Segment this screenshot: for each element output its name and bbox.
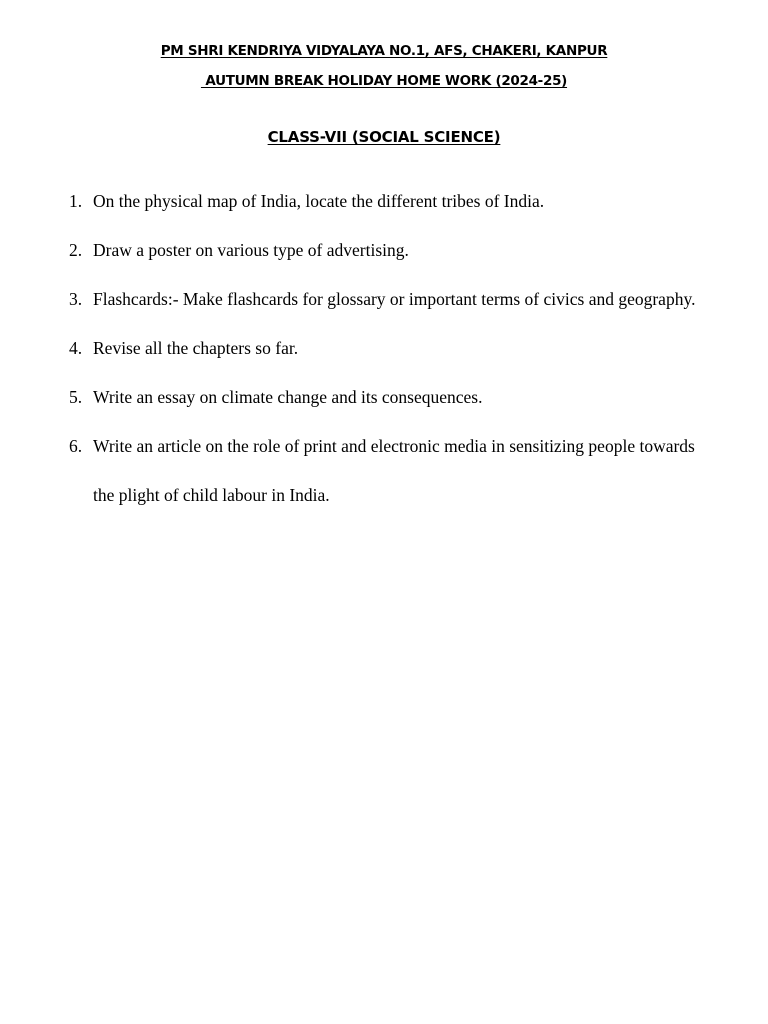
list-item-number: 1. bbox=[69, 191, 83, 211]
list-item bbox=[69, 436, 729, 456]
list-item-text: Write an article on the role of print and electronic media in sensitizing people towards bbox=[93, 436, 695, 456]
list-item-text: Draw a poster on various type of advertising. bbox=[93, 240, 409, 260]
list-item-text: On the physical map of India, locate the different tribes of India. bbox=[93, 191, 545, 211]
list-item-text: Write an essay on climate change and its consequences. bbox=[93, 387, 483, 407]
list-item bbox=[69, 191, 729, 211]
list-item-number: 3. bbox=[69, 289, 83, 309]
list-item-number: 5. bbox=[69, 387, 83, 407]
list-item-number: 2. bbox=[69, 240, 83, 260]
list-item-text: Revise all the chapters so far. bbox=[93, 338, 299, 358]
list-item bbox=[69, 387, 729, 407]
list-item-number: 6. bbox=[69, 436, 83, 456]
list-item-text: Flashcards:- Make flashcards for glossary or important terms of civics and geography. bbox=[93, 289, 696, 309]
list-item-continuation: the plight of child labour in India. bbox=[93, 485, 330, 505]
list-item bbox=[69, 240, 729, 260]
list-item bbox=[69, 289, 729, 309]
class-subject-heading: CLASS-VII (SOCIAL SCIENCE) bbox=[267, 128, 501, 146]
homework-title-heading: AUTUMN BREAK HOLIDAY HOME WORK (2024-25) bbox=[200, 73, 568, 89]
school-name-heading: PM SHRI KENDRIYA VIDYALAYA NO.1, AFS, CHAKERI, KANPUR bbox=[160, 43, 608, 59]
list-item bbox=[69, 338, 729, 358]
list-item-number: 4. bbox=[69, 338, 83, 358]
